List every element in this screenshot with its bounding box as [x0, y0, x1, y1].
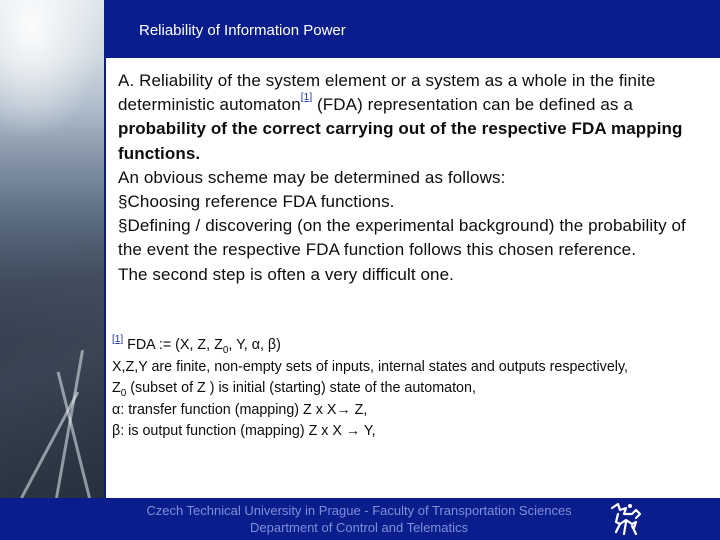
- vertical-divider: [104, 58, 106, 498]
- slide-title: Reliability of Information Power: [139, 22, 346, 39]
- footer-department: Department of Control and Telematics: [250, 520, 468, 535]
- footnote-anchor-link[interactable]: [1]: [112, 334, 124, 345]
- ctu-lion-logo-icon: [606, 500, 646, 538]
- paragraph-second-step: The second step is often a very difficult one.: [118, 264, 454, 284]
- footnote-output-function: β: is output function (mapping) Z x X → Y,: [112, 423, 376, 440]
- bold-definition: probability of the correct carrying out of the respective FDA mapping functions.: [118, 119, 683, 163]
- main-content: [118, 69, 708, 287]
- footer-university: Czech Technical University in Prague - Faculty of Transportation Sciences: [146, 503, 572, 518]
- footnote-reference-link[interactable]: [1]: [300, 92, 313, 104]
- footnote-initial-state: $Z_0$ (subset of Z ) is initial (starting) state of the automaton,: [112, 380, 476, 400]
- bullet-defining: §Defining / discovering (on the experimental background) the probability of the event the respective FDA function follows this chosen reference.: [118, 216, 686, 260]
- highway-photo: [0, 0, 104, 498]
- footnote: [112, 335, 712, 443]
- paragraph-definition: A. Reliability of the system element or a system as a whole in the finite deterministic automaton[1] (FDA) representation can be defined as a probability of the correct carrying out of the respective FDA mapping functions.: [118, 71, 683, 163]
- paragraph-scheme: An obvious scheme may be determined as follows:: [118, 167, 506, 187]
- footnote-sets: X,Z,Y are finite, non-empty sets of inputs, internal states and outputs respectively,: [112, 358, 629, 375]
- footnote-definition: [1] FDA := (X, Z, $Z_0$, Y, α, β): [112, 334, 281, 356]
- bullet-choosing: §Choosing reference FDA functions.: [118, 192, 395, 212]
- footnote-transfer-function: α: transfer function (mapping) Z x X→ Z,: [112, 401, 368, 418]
